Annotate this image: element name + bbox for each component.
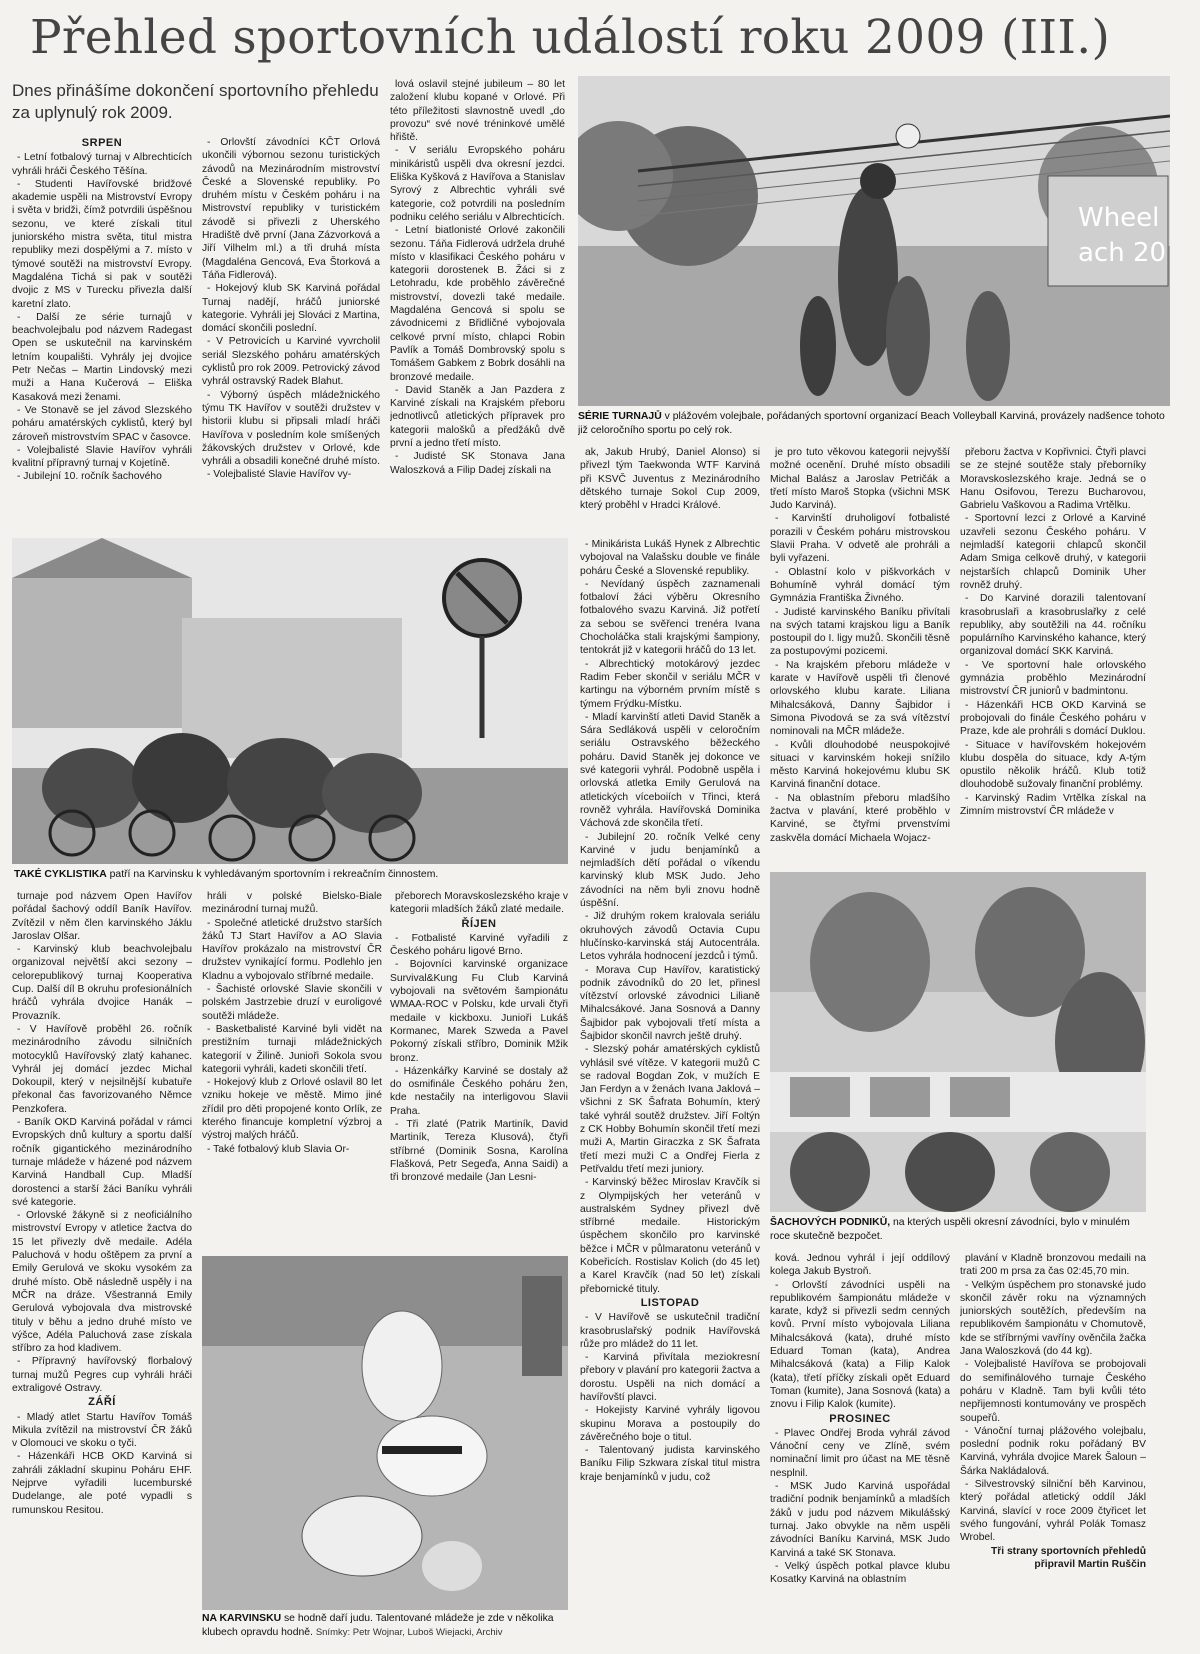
paragraph: - Karvinský klub beachvolejbalu organizoval největší akci sezony – celorepublikový turnaj Kooperativa Cup. Další díl B okruhu profesionálních hráčů vyhrála dvojice Hanák – Provazník.: [12, 944, 192, 1022]
volleyball-photo-caption: [578, 410, 1170, 440]
text-column-4: [580, 538, 760, 1646]
text-column-4-top: [580, 446, 760, 536]
caption-lead: SÉRIE TURNAJŮ: [578, 411, 662, 422]
paragraph: - Basketbalisté Karviné byli vidět na prestižním turnaji mládežnických kategorií v Žilině. Junioři Sokola svou kategorii vyhráli, kadeti skončili třetí.: [202, 1023, 382, 1075]
caption-text: patří na Karvinsku k vyhledávaným sportovním i rekreačním činnostem.: [106, 869, 439, 880]
chess-photo: [770, 872, 1146, 1212]
paragraph: - V Havířově se uskutečnil tradiční krasobruslařský podnik Havířovská růže pro mládež do 11 let.: [580, 1312, 760, 1350]
paragraph: - Velký úspěch potkal plavce klubu Kosatky Karviná na oblastním: [770, 1560, 950, 1586]
paragraph: - Přípravný havířovský florbalový turnaj mužů Pegres cup vyhráli hráči extraligové Ostravy.: [12, 1356, 192, 1394]
banner-text-2: ach 20: [1078, 238, 1167, 268]
paragraph: - Karvinský běžec Miroslav Kravčík si z Olympijských her veteránů v australském Sydney přivezl dvě stříbrné medaile. Historickým úspěchem skončilo pro karvinské běžce i MČR v půlmaratonu veteránů v Kobeřicích. Rostislav Kolich (do 45 let) a Karel Kravčík (nad 50 let) získali přebornické tituly.: [580, 1177, 760, 1295]
paragraph: - Volejbalisté Slavie Havířov vy-: [207, 469, 352, 481]
paragraph: - Orlovští závodníci uspěli na republikovém šampionátu mládeže v karate, když si přivezli sedm cenných kovů. První místo vybojovala Liliana Mihalcsáková (kata), druhé místo Eduard Toman (kata), Andrea Mihalcsáková (kata) a Filip Kalok (kata), třetí příčky získali opět Eduard Toman (kumite), Jana Sosnová (kata) a znovu i Filip Kalok (kumite).: [770, 1279, 950, 1411]
section-heading-rijen: ŘÍJEN: [461, 917, 497, 930]
text-column-7: [12, 890, 192, 1650]
paragraph: - Studenti Havířovské bridžové akademie uspěli na Mistrovství Evropy i světa v bridži, čímž potvrdili úspěšnou sezonu, ve které získali titul juniorského mistra světa, titul mistra republiky mezi dospělými a 7. místo v týmové soutěži na mistrovství Evropy. Magdaléna Tichá si pak v soutěži dvojic z MS v Turecku přivezla další karetní zlato.: [12, 178, 192, 310]
paragraph: přeboru žactva v Kopřivnici. Čtyři plavci se ze stejné soutěže staly přeborníky Moravskoslezského kraje. Jedná se o Hanu Osifovou, Terezu Bucharovou, Gabrielu Vaškovou a Radima Vrtělku.: [960, 447, 1146, 512]
text-column-1: [12, 136, 192, 532]
paragraph: - Jubilejní 20. ročník Velké ceny Karviné v judu benjamínků a nejmladších dětí pořádal o víkendu karvinský klub MSK Judo. Jeho závodníci na něm byli znovu hodně úspěšní.: [580, 831, 760, 910]
paragraph: - MSK Judo Karviná uspořádal tradiční podnik benjamínků a mladších žáků v judu pod názvem Mikulášský turnaj. Jako obvykle na něm uspěli závodníci Baníku Karviná, MSK Judo Karviná a také SK Stonava.: [770, 1481, 950, 1559]
caption-text: v plážovém volejbale, pořádaných sportovní organizací Beach Volleyball Karviná, provázely nadšence tohoto již celoročního sportu po celý rok.: [578, 411, 1165, 436]
caption-lead: ŠACHOVÝCH PODNIKŮ,: [770, 1217, 891, 1228]
paragraph: - Karviná přivítala meziokresní přebory v plavání pro kategorii žactva a dorostu. Uspěli na nich domácí a havířovští plavci.: [580, 1352, 760, 1403]
paragraph: - Mladý atlet Startu Havířov Tomáš Mikula zvítězil na mistrovství ČR žáků v Olomouci ve skoku o tyči.: [12, 1411, 192, 1450]
text-column-9: [390, 890, 568, 1250]
paragraph: ak, Jakub Hrubý, Daniel Alonso) si přivezl tým Taekwonda WTF Karviná při KSVČ Juventus z Mezinárodního dětského turnaje Sokol Cup 2009, který proběhl v Hradci Králové.: [580, 447, 760, 512]
article-headline: Přehled sportovních událostí roku 2009 (III.): [30, 10, 1111, 65]
section-heading-srpen: SRPEN: [81, 137, 123, 149]
paragraph: - Hokejový klub z Orlové oslavil 80 let vzniku hokeje ve městě. Mimo jiné zřídil pro děti propojené konto Orlík, ze kterého financuje kompletní výzbroj a výstroj malých hráčů.: [202, 1077, 382, 1142]
paragraph: - Výborný úspěch mládežnického týmu TK Havířov v soutěži družstev v historii klubu si připsali mladí hráči Havířova v posledním kole smíšených žákovských družstev v Orlové, kde vyhráli a obsadili konečné druhé místo.: [202, 389, 380, 468]
text-column-5: [770, 446, 950, 866]
paragraph: - Albrechtický motokárový jezdec Radim Feber skončil v seriálu MČR v kartingu na výborném prvním místě s týmem Frýdku-Místku.: [580, 658, 760, 710]
paragraph: - Jubilejní 10. ročník šachového: [17, 471, 162, 483]
paragraph: - V Havířově proběhl 26. ročník mezinárodního závodu silničních motocyklů Havířovský zlatý kahanec. Vyhrál jej domácí jezdec Michal Dokoupil, který v nejsilnější kubatuře překonal čas favorizovaného Němce Penzkofera.: [12, 1023, 192, 1115]
paragraph: - David Staněk a Jan Pazdera z Karviné získali na Krajském přeboru jednotlivců atletických přípravek pro kategorii malošků a předžáků dvě první a jedno třetí místo.: [390, 384, 565, 450]
caption-text: na kterých uspěli okresní závodníci, bylo v minulém roce skutečně bezpočet.: [770, 1217, 1130, 1242]
paragraph: - Plavec Ondřej Broda vyhrál závod Vánoční ceny ve Zlíně, svém nominační limit pro účast na ME těsně nesplnil.: [770, 1427, 950, 1479]
paragraph: - Vánoční turnaj plážového volejbalu, poslední podnik roku pořádaný BV Karviná, vyhrála dvojice Marek Šaloun – Šárka Nakládalová.: [960, 1425, 1146, 1477]
judo-photo: [202, 1256, 568, 1610]
beach-volleyball-photo: [578, 76, 1170, 406]
paragraph: je pro tuto věkovou kategorii nejvyšší možné ocenění. Druhé místo obsadili Michal Balász a Jaroslav Petričák a třetí místo Maroš Stopka (všichni MSK Judo Karviná).: [770, 447, 950, 512]
paragraph: - Házenkářky Karviné se dostaly až do osmifinále Českého poháru žen, kde nestačily na interligovou Slavii Praha.: [390, 1065, 568, 1117]
article-lead: Dnes přinášíme dokončení sportovního přehledu za uplynulý rok 2009.: [12, 81, 379, 122]
paragraph: - Karvinský Radim Vrtělka získal na Zimním mistrovství ČR mládeže v: [960, 792, 1146, 818]
paragraph: - Letní fotbalový turnaj v Albrechticích vyhráli hráči Českého Těšína.: [12, 152, 192, 177]
paragraph: - Ve sportovní hale orlovského gymnázia proběhlo Mezinárodní mistrovství ČR juniorů v badmintonu.: [960, 659, 1146, 698]
paragraph: - Silvestrovský silniční běh Karvinou, který pořádal atletický oddíl Jákl Karviná, slavící v roce 2009 čtyřicet let svého fungování, vyhrál Polák Tomasz Wrobel.: [960, 1479, 1146, 1544]
photo-credit: Snímky: Petr Wojnar, Luboš Wiejacki, Archiv: [315, 1626, 503, 1638]
section-heading-zari: ZÁŘÍ: [88, 1396, 116, 1409]
text-column-6: [960, 446, 1146, 866]
paragraph: turnaje pod názvem Open Havířov pořádal šachový oddíl Baník Havířov. Zvítězil v něm člen karvinského Jáklu Jaroslav Olšar.: [12, 891, 192, 942]
paragraph: - Slezský pohár amatérských cyklistů vyhlásil své vítěze. V kategorii mužů C se radoval Bogdan Zok, v mužích E Jan Ferdyn a v ženách Ivana Jaklová – všichni z SK Šafrata Bohumín, který také vyhrál soutěž družstev. Jiří Foltýn z CK Hobby Bohumín skončil třetí mezi muži A, Martin Giraczka z SK Šafrata třetí mezi muži C a Ondřej Fierla z Petřvaldu třetí mezi juniory.: [580, 1044, 760, 1175]
paragraph: - Ve Stonavě se jel závod Slezského poháru amatérských cyklistů, který byl zároveň mistrovstvím SPAC v časovce.: [12, 404, 192, 443]
cycling-photo-caption: [14, 868, 570, 884]
paragraph: - Fotbalisté Karviné vyřadili z Českého poháru ligové Brno.: [390, 932, 568, 958]
paragraph: - Do Karviné dorazili talentovaní krasobruslaři a krasobruslařky z celé republiky, aby soutěžili na 44. ročníku populárního Karvinského kahance, který organizoval domácí SKK Karviná.: [960, 593, 1146, 658]
paragraph: - Talentovaný judista karvinského Baníku Filip Szkwara získal titul mistra kraje benjamínků v judu, což: [580, 1445, 760, 1483]
paragraph: - Situace v havířovském hokejovém klubu dospěla do situace, kdy A-tým opustilo několik hráčů. Klub totiž dlouhodobě sužovaly finanční problémy.: [960, 739, 1146, 791]
paragraph: - Karvinští druholigoví fotbalisté porazili v Českém poháru mistrovskou Slavii Praha. V odvetě ale prohráli a byli vyřazeni.: [770, 513, 950, 565]
caption-lead: NA KARVINSKU: [202, 1613, 282, 1624]
paragraph: - Již druhým rokem kralovala seriálu okruhových závodů Octavia Cupu hlučínsko-karvinská stáj Autocentrála. Letos vyhrála hodnocení jezdců i týmů.: [580, 911, 760, 963]
paragraph: - Volejbalisté Slavie Havířov vyhráli kvalitní přípravný turnaj v Kojetíně.: [12, 444, 192, 470]
cycling-photo: [12, 538, 568, 864]
paragraph: - Baník OKD Karviná pořádal v rámci Evropských dnů kultury a sportu další ročník gigantického mezinárodního turnaje mládeže v házené pod názvem Karviná Handball Cup. Mladší dorostenci a starší žáci Baníku vyhráli své kategorie.: [12, 1117, 192, 1208]
paragraph: - Orlovské žákyně si z neoficiálního mistrovství Evropy v atletice žactva do 15 let přivezly dvě medaile. Adéla Paluchová v hodu oštěpem za první a Emily Gerulová ve skoku vysokém za druhé místo. Obě následně uspěly i na MČR na dráze. Všestranná Emily Gerulová vybojovala dva mistrovské tituly v běhu a jedno druhé místo ve výšce, Adéla Paluchová zase získala stříbro za hod kladivem.: [12, 1210, 192, 1355]
paragraph: - Šachisté orlovské Slavie skončili v polském Jastrzebie druzí v euroligové soutěži mládeže.: [202, 984, 382, 1022]
text-column-10: [770, 1252, 950, 1650]
paragraph: - Také fotbalový klub Slavia Or-: [207, 1143, 350, 1155]
section-heading-prosinec: PROSINEC: [829, 1412, 891, 1425]
author-signoff: Tři strany sportovních přehledů připravil Martin Ruščin: [990, 1545, 1146, 1570]
paragraph: - Oblastní kolo v piškvorkách v Bohumíně vyhrál domácí tým Gymnázia Františka Živného.: [770, 566, 950, 605]
paragraph: - Orlovští závodníci KČT Orlová ukončili výbornou sezonu turistických závodů na Mezinárodním mistrovství České a Slovenské republiky. Po druhém místu v Českém poháru i na Mistrovství republiky v turistickém závodě si přivezli z Uherského Hradiště dvě první (Jana Zázvorková a Jiří Vilhelm ml.) a tři druhá místa (Magdaléna Gencová, Eva Štorková a Táňa Fidlerová).: [202, 137, 380, 281]
paragraph: - Velkým úspěchem pro stonavské judo skončil závěr roku na významných juniorských soutěžích, především na republikovém šampionátu v Chomutově, kde se stříbrnými vavříny ověnčila žačka Jana Waloszková (do 44 kg).: [960, 1279, 1146, 1358]
judo-photo-caption: [202, 1612, 574, 1642]
paragraph: - Házenkáři HCB OKD Karviná si zahráli základní skupinu Poháru EHF. Nejprve vyřadili lucemburské Dudelange, ale poté vypadli s rumunskou Resitou.: [12, 1451, 192, 1516]
paragraph: - V Petrovicích u Karviné vyvrcholil seriál Slezského poháru amatérských cyklistů pro rok 2009. Petrovický závod vyhrál ostravský Radek Blahut.: [202, 336, 380, 388]
paragraph: ková. Jednou vyhrál i její oddílový kolega Jakub Bystroň.: [770, 1253, 950, 1278]
paragraph: - Mladí karvinští atleti David Staněk a Sára Sedláková uspěli v celoročním seriálu Ostravského běžeckého poháru. David Staněk jej dokonce ve své kategorii vyhrál. Podobně uspěla i orlovská atletka Emily Gerulová na atletických víceboiích v Třinci, která rovněž vyhrála. Havířovská Dominika Váchová zde skončila třetí.: [580, 711, 760, 830]
paragraph: - Bojovníci karvinské organizace Survival&Kung Fu Club Karviná vybojovali na světovém šampionátu WMAA-ROC v Polsku, kde urvali čtyři medaile v kickboxu. Junioři Lukáš Kormanec, Marek Szweda a Pavel Pokorný získali stříbro, Dominik Mžik bronz.: [390, 959, 568, 1064]
paragraph: - Kvůli dlouhodobé neuspokojivé situaci v karvinském hokeji snížilo město Karviná hokejovému klubu SK Karviná finanční dotace.: [770, 739, 950, 791]
paragraph: - Hokejisty Karviné vyhrály ligovou skupinu Morava a postoupily do závěrečného boje o titul.: [580, 1405, 760, 1443]
paragraph: - Minikárista Lukáš Hynek z Albrechtic vybojoval na Valašsku double ve finále poháru České a Slovenské republiky.: [580, 539, 760, 577]
paragraph: - Volejbalisté Havířova se probojovali do semifinálového turnaje Českého poháru v Kladně. Tam byli kvůli této nepřijemnosti kontumovány ve prospěch soupeřů.: [960, 1359, 1146, 1424]
paragraph: - Na krajském přeboru mládeže v karate v Havířově uspěli tři členové orlovského klubu karate. Liliana Mihalcsáková, Danny Šajbidor i Simona Pivodová se za svá vítězství nominovali na MČR mládeže.: [770, 659, 950, 738]
paragraph: - Morava Cup Havířov, karatistický podnik závodníků do 20 let, přinesl vítězství orlovské závodnici Lilianě Mihalcsákové. Jana Sosnová a Danny Šajbidor pak vybojovali třetí místa a Šajbidor skončil navrch ještě druhý.: [580, 964, 760, 1042]
paragraph: - Judisté karvinského Baníku přivítali na svých tatami krajskou ligu a Baník postoupil do I. ligy mužů. Skončili těsně za postupovými pozicemi.: [770, 606, 950, 658]
caption-text: se hodně daří judu. Talentované mládeže je zde v několika klubech opravdu hodně.: [202, 1613, 554, 1638]
paragraph: - V seriálu Evropského poháru minikáristů uspěli dva okresní jezdci. Eliška Kyšková z Havířova a Stanislav Syrový z Albrechtic vyhráli své kategorie, což potvrdili na posledním podniku celého seriálu v Albrechticích.: [390, 145, 565, 223]
text-column-8: [202, 890, 382, 1250]
text-column-11: [960, 1252, 1146, 1650]
chess-photo-caption: [770, 1216, 1146, 1246]
text-column-2: [202, 136, 380, 532]
text-column-3: [390, 78, 565, 530]
paragraph: - Společné atletické družstvo starších žáků TJ Start Havířov a AO Slavia Havířov prokázalo na mistrovství ČR družstev vynikající formu. Podlehlo jen Kladnu a vybojovalo stříbrné medaile.: [202, 917, 382, 982]
paragraph: - Judisté SK Stonava Jana Waloszková a Filip Dadej získali na: [390, 451, 565, 476]
paragraph: - Letní biatlonisté Orlové zakončili sezonu. Táňa Fidlerová udržela druhé místo v klasifikaci Českého poháru v kategorii dorostenek B. Žáci si z Letohradu, kde proběhlo závěrečné mistrovství, dovezli také medaile. Magdaléna Gencová si spolu se závodnicemi z Břidličné vybojovala celkové první místo, chlapci Robin Pavlík a Tomáš Dombrovský spolu s Tomášem Gabkem z Bobrk dosáhli na bronzové medaile.: [390, 225, 565, 383]
paragraph: hráli v polské Bielsko-Biale mezinárodní turnaj mužů.: [202, 891, 382, 916]
paragraph: - Na oblastním přeboru mladšího žactva v plavání, které proběhlo v Karviné, se čtyřmi prvenstvími zaskvěla domácí Michaela Wojacz-: [770, 792, 950, 844]
banner-text: Wheel: [1078, 203, 1160, 233]
paragraph: - Sportovní lezci z Orlové a Karviné uzavřeli sezonu Českého poháru. V nejmladší kategorii chlapců skončil Adam Smiga celkově druhý, v kategorii nejstarších chlapců Dominik Uher rovněž druhý.: [960, 513, 1146, 591]
section-heading-listopad: LISTOPAD: [640, 1296, 700, 1309]
paragraph: přeborech Moravskoslezského kraje v kategorii mladších žáků zlaté medaile.: [390, 891, 568, 916]
paragraph: lová oslavil stejné jubileum – 80 let založení klubu kopané v Orlové. Při této příležitosti slavnostně uvedl „do provozu“ své nové tréninkové umělé hřiště.: [390, 79, 565, 144]
paragraph: - Tři zlaté (Patrik Martiník, David Martiník, Tereza Klusová), čtyři stříbrné (Dominik Sosna, Karolína Flašková, Petr Segeďa, Anna Saidi) a tři bronzové medaile (Jan Lesni-: [390, 1119, 568, 1184]
paragraph: - Nevídaný úspěch zaznamenali fotbaloví žáci výběru Okresního fotbalového svazu Karviná. Již potřetí za sebou se svěřenci trenéra Ivana Chocholáčka stali krajskými šampiony, tentokrát již v kategorii hráčů do 13 let.: [580, 578, 760, 657]
paragraph: plavání v Kladně bronzovou medaili na trati 200 m prsa za čas 02:45,70 min.: [960, 1253, 1146, 1278]
paragraph: - Další ze série turnajů v beachvolejbalu pod názvem Radegast Open se uskutečnil na karvinském letním koupališti. Vyhrály jej dvojice Petr Nečas – Martin Lindovský mezi muži a Hana Kučerová – Eliška Kasaková mezi ženami.: [12, 311, 192, 403]
caption-lead: TAKÉ CYKLISTIKA: [14, 869, 107, 880]
paragraph: - Házenkáři HCB OKD Karviná se probojovali do finále Českého poháru v Praze, kde ale prohráli s domácí Duklou.: [960, 699, 1146, 738]
paragraph: - Hokejový klub SK Karviná pořádal Turnaj nadějí, hráčů juniorské kategorie. Vyhráli jej Slováci z Martina, domácí skončili poslední.: [202, 283, 380, 335]
